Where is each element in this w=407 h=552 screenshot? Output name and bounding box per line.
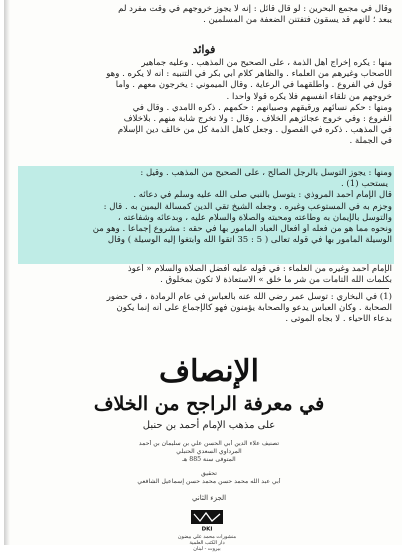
top-text-block xyxy=(22,4,392,26)
text-line: ومنها : يجوز التوسل بالرجل الصالح ، على الصحيح من المذهب . وقيل : xyxy=(140,168,392,178)
text-line: خروجهم من تلقاء أنفسهم فلا يكره قولا واحدا . xyxy=(226,91,392,102)
publisher-line: بيروت - لبنان xyxy=(193,546,221,552)
section-heading: فوائد xyxy=(192,43,216,56)
text-line: قول في الفروع . وأطلقهما في الرعاية . وقال الميموني : يخرجون معهم . وأما xyxy=(115,80,392,91)
author-line: المتوفى سنة 885 هـ xyxy=(182,456,236,463)
text-line: قال الإمام أحمد المروذي : يتوسل بالنبي صلى الله عليه وسلم في دعائه . xyxy=(133,190,392,201)
after-text-block xyxy=(22,264,392,286)
volume-label: الجزء الثاني xyxy=(191,494,227,502)
publisher-line: منشورات محمد علي بيضون xyxy=(177,534,237,540)
footnote-block xyxy=(22,292,392,326)
book-subtitle-secondary: على مذهب الإمام أحمد بن حنبل xyxy=(142,420,276,431)
book-subtitle: في معرفة الراجح من الخلاف xyxy=(93,393,325,415)
text-line: في الجملة . xyxy=(349,136,392,147)
footnote-line: بدعاء الأحياء . لا بجاه الموتى . xyxy=(285,314,392,325)
footnote-divider xyxy=(239,288,389,289)
text-line: الوسيلة المأمور بها في قوله تعالى ( 5 : 35 اتقوا الله وابتغوا إليه الوسيلة ) وقال xyxy=(107,235,392,246)
author-line: المرداوي السعدي الحنبلي xyxy=(176,448,242,455)
text-line: والتوسل بالإيمان به وطاعته ومحبته والصلاة والسلام عليه ، وبدعائه وشفاعته ، xyxy=(117,212,392,223)
editor-line: أبي عبد الله محمد حسن محمد حسن إسماعيل الشافعي xyxy=(137,478,281,485)
text-line: يبعد ؛ لأنهم قد يسقون فتفتنن الضعفة من المسلمين . xyxy=(203,15,392,26)
footnote-line: الصحابة . وكان العباس يدعو والصحابة يؤمنون فهو كالإجماع على أنه إنما يكون xyxy=(116,303,392,314)
text-line: الأصحاب وغيرهم من العلماء . والظاهر كلام أبي بكر في التنبيه : أنه لا يكره . وهو xyxy=(106,69,392,80)
publisher-line: دار الكتب العلمية xyxy=(189,540,225,546)
publisher-block xyxy=(154,534,260,552)
text-line: الفروع : وفي خروج عجائزهم الخلاف . وقال : ولا تخرج شابة منهم . بلاخلاف xyxy=(123,114,392,125)
text-line: الإمام أحمد وغيره من العلماء : في قوله عليه أفضل الصلاة والسلام « أعوذ xyxy=(127,264,392,274)
body-text-block xyxy=(22,58,392,148)
text-line: منها : يكره إخراج أهل الذمة ، على الصحيح من المذهب . وعليه جماهير xyxy=(141,58,392,68)
scanned-page xyxy=(4,0,402,552)
text-line: وجزم به في المستوعب وغيره . وجعله الشيخ تقي الدين كمسألة اليمين به . قال : xyxy=(103,201,392,212)
book-cover xyxy=(4,340,402,552)
publisher-logo-icon xyxy=(190,508,224,532)
highlighted-text-block xyxy=(22,168,392,246)
text-line: ونحوه مما هو من فعله أو أفعال العباد المأمور بها في حقه : مشروع إجماعا . وهو من xyxy=(92,224,392,235)
text-line: ومنها : حكم نسائهم ورقيقهم وصبيانهم : حكمهم . ذكره الآمدي . وقال في xyxy=(132,102,392,113)
text-line: بكلمات الله التامات من شر ما خلق » الاستعاذة لا تكون بمخلوق . xyxy=(160,275,392,286)
author-line: تصنيف علاء الدين أبي الحسن علي بن سليمان بن أحمد xyxy=(138,440,280,447)
book-title: الإنصاف xyxy=(158,354,260,389)
footnote-line: (1) في البخاري : توسل عمر رضي الله عنه بالعباس في عام الرمادة ، في حضور xyxy=(106,292,392,302)
text-line: في المذهب . ذكره في الفصول . وجعل كأهل الذمة كل من خالف دين الإسلام xyxy=(117,125,392,136)
text-line: وقال في مجمع البحرين : لو قال قائل : إنه لا يجوز خروجهم في وقت مفرد لم xyxy=(118,4,392,14)
editor-line: تحقيق xyxy=(201,470,217,477)
logo-text: DKI xyxy=(201,526,213,532)
text-line: يستحب (1) . xyxy=(340,179,388,190)
